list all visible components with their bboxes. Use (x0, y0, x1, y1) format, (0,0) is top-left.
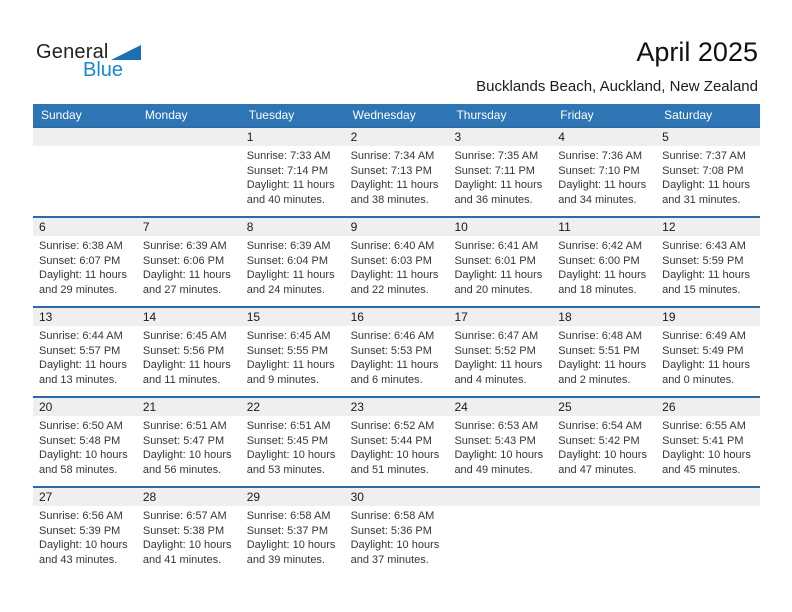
day-cell-23 (345, 398, 449, 486)
day-number: 6 (33, 218, 137, 236)
day-number: 1 (241, 128, 345, 146)
daylight-line-1: Daylight: 10 hours (662, 449, 751, 461)
daylight-line-1: Daylight: 11 hours (39, 269, 127, 281)
sunset-line: Sunset: 5:47 PM (142, 434, 225, 447)
day-cell-5 (656, 128, 760, 216)
day-info (33, 506, 137, 567)
sunrise-line: Sunrise: 6:39 AM (142, 240, 227, 252)
daylight-line-1: Daylight: 11 hours (39, 359, 127, 371)
day-info (137, 236, 241, 297)
day-number: 19 (656, 308, 760, 326)
day-cell-11 (552, 218, 656, 306)
daylight-line-2: and 37 minutes. (350, 553, 429, 566)
day-info (552, 326, 656, 387)
daylight-line-1: Daylight: 11 hours (454, 179, 543, 191)
day-info (33, 416, 137, 477)
day-cell-8 (241, 218, 345, 306)
daylight-line-1: Daylight: 11 hours (246, 179, 335, 191)
daylight-line-2: and 51 minutes. (350, 463, 429, 476)
day-info (345, 506, 449, 567)
daylight-line-1: Daylight: 10 hours (142, 539, 232, 551)
sunrise-line: Sunrise: 7:33 AM (246, 150, 331, 162)
day-cell-27 (33, 488, 137, 576)
week-row (33, 486, 760, 576)
day-info (448, 326, 552, 387)
day-cell-29 (241, 488, 345, 576)
sunrise-line: Sunrise: 6:43 AM (662, 240, 746, 252)
sunset-line: Sunset: 6:07 PM (39, 254, 121, 267)
sunset-line: Sunset: 5:42 PM (558, 434, 640, 447)
day-cell-24 (448, 398, 552, 486)
day-cell-7 (137, 218, 241, 306)
sunset-line: Sunset: 5:57 PM (39, 344, 121, 357)
sunset-line: Sunset: 5:55 PM (246, 344, 329, 357)
sunset-line: Sunset: 6:04 PM (246, 254, 329, 267)
daylight-line-1: Daylight: 10 hours (246, 539, 336, 551)
day-info (241, 236, 345, 297)
day-cell-empty (552, 488, 656, 576)
daylight-line-2: and 13 minutes. (39, 373, 118, 386)
day-info (656, 326, 760, 387)
day-number (33, 128, 137, 146)
day-info (345, 146, 449, 207)
daylight-line-1: Daylight: 11 hours (662, 269, 751, 281)
sunrise-line: Sunrise: 6:44 AM (39, 330, 123, 342)
day-cell-1 (241, 128, 345, 216)
day-number: 11 (552, 218, 656, 236)
day-number: 3 (448, 128, 552, 146)
sunrise-line: Sunrise: 6:46 AM (350, 330, 435, 342)
sunset-line: Sunset: 5:51 PM (558, 344, 640, 357)
day-cell-empty (137, 128, 241, 216)
sunset-line: Sunset: 6:06 PM (142, 254, 225, 267)
day-number: 20 (33, 398, 137, 416)
sunset-line: Sunset: 5:36 PM (350, 524, 432, 537)
day-cell-9 (345, 218, 449, 306)
sunrise-line: Sunrise: 6:53 AM (454, 420, 539, 432)
day-cell-14 (137, 308, 241, 396)
day-cell-22 (241, 398, 345, 486)
day-cell-15 (241, 308, 345, 396)
sunrise-line: Sunrise: 6:48 AM (558, 330, 643, 342)
day-number: 4 (552, 128, 656, 146)
daylight-line-2: and 31 minutes. (662, 193, 741, 206)
sunrise-line: Sunrise: 6:38 AM (39, 240, 123, 252)
daylight-line-2: and 36 minutes. (454, 193, 533, 206)
daylight-line-2: and 45 minutes. (662, 463, 741, 476)
sunrise-line: Sunrise: 6:51 AM (142, 420, 227, 432)
day-number (656, 488, 760, 506)
calendar-weeks (33, 126, 760, 576)
day-number: 21 (137, 398, 241, 416)
daylight-line-1: Daylight: 11 hours (350, 269, 439, 281)
day-cell-18 (552, 308, 656, 396)
day-cell-empty (448, 488, 552, 576)
sunset-line: Sunset: 5:39 PM (39, 524, 121, 537)
daylight-line-1: Daylight: 10 hours (350, 539, 440, 551)
day-number: 14 (137, 308, 241, 326)
day-number: 18 (552, 308, 656, 326)
sunset-line: Sunset: 5:41 PM (662, 434, 744, 447)
day-cell-25 (552, 398, 656, 486)
sunrise-line: Sunrise: 7:34 AM (350, 150, 435, 162)
day-number: 13 (33, 308, 137, 326)
day-number: 9 (345, 218, 449, 236)
sunrise-line: Sunrise: 7:37 AM (662, 150, 746, 162)
logo-text-general: General (36, 41, 109, 63)
day-info (448, 146, 552, 207)
sunrise-line: Sunrise: 6:50 AM (39, 420, 123, 432)
week-row (33, 216, 760, 306)
logo (36, 42, 141, 80)
sunrise-line: Sunrise: 6:45 AM (246, 330, 331, 342)
daylight-line-1: Daylight: 11 hours (454, 269, 543, 281)
sunset-line: Sunset: 7:14 PM (246, 164, 329, 177)
day-number: 28 (137, 488, 241, 506)
daylight-line-1: Daylight: 11 hours (246, 359, 335, 371)
daylight-line-1: Daylight: 10 hours (246, 449, 336, 461)
day-cell-26 (656, 398, 760, 486)
daylight-line-1: Daylight: 10 hours (39, 539, 128, 551)
day-cell-17 (448, 308, 552, 396)
daylight-line-2: and 39 minutes. (246, 553, 325, 566)
day-info (448, 236, 552, 297)
day-number: 12 (656, 218, 760, 236)
sunrise-line: Sunrise: 6:39 AM (246, 240, 331, 252)
day-info (345, 326, 449, 387)
day-number: 22 (241, 398, 345, 416)
day-number: 23 (345, 398, 449, 416)
sunset-line: Sunset: 7:08 PM (662, 164, 744, 177)
day-number (137, 128, 241, 146)
day-cell-20 (33, 398, 137, 486)
daylight-line-1: Daylight: 10 hours (142, 449, 232, 461)
day-number (448, 488, 552, 506)
daylight-line-2: and 47 minutes. (558, 463, 637, 476)
day-info (345, 416, 449, 477)
day-info (241, 326, 345, 387)
daylight-line-1: Daylight: 11 hours (142, 359, 231, 371)
weekday-header-saturday: Saturday (664, 108, 713, 122)
day-cell-19 (656, 308, 760, 396)
day-cell-3 (448, 128, 552, 216)
daylight-line-2: and 4 minutes. (454, 373, 527, 386)
sunset-line: Sunset: 5:37 PM (246, 524, 329, 537)
day-number: 15 (241, 308, 345, 326)
day-cell-16 (345, 308, 449, 396)
day-cell-10 (448, 218, 552, 306)
sunset-line: Sunset: 5:44 PM (350, 434, 432, 447)
day-number: 29 (241, 488, 345, 506)
sunset-line: Sunset: 5:38 PM (142, 524, 225, 537)
daylight-line-2: and 2 minutes. (558, 373, 631, 386)
daylight-line-1: Daylight: 11 hours (142, 269, 231, 281)
daylight-line-1: Daylight: 11 hours (558, 269, 647, 281)
page-subtitle: Bucklands Beach, Auckland, New Zealand (476, 78, 758, 95)
daylight-line-2: and 24 minutes. (246, 283, 325, 296)
sunrise-line: Sunrise: 6:58 AM (350, 510, 435, 522)
weekday-header-row (33, 104, 760, 126)
day-number: 5 (656, 128, 760, 146)
day-info (552, 236, 656, 297)
weekday-header-tuesday: Tuesday (248, 108, 295, 122)
day-info (137, 506, 241, 567)
daylight-line-1: Daylight: 11 hours (662, 359, 751, 371)
sunset-line: Sunset: 7:10 PM (558, 164, 640, 177)
sunrise-line: Sunrise: 6:42 AM (558, 240, 643, 252)
daylight-line-1: Daylight: 11 hours (350, 359, 439, 371)
day-cell-12 (656, 218, 760, 306)
sunset-line: Sunset: 5:53 PM (350, 344, 432, 357)
sunrise-line: Sunrise: 7:36 AM (558, 150, 643, 162)
day-cell-21 (137, 398, 241, 486)
day-number: 8 (241, 218, 345, 236)
sunrise-line: Sunrise: 6:55 AM (662, 420, 746, 432)
daylight-line-2: and 38 minutes. (350, 193, 429, 206)
sunset-line: Sunset: 7:13 PM (350, 164, 432, 177)
sunrise-line: Sunrise: 6:49 AM (662, 330, 746, 342)
day-number (552, 488, 656, 506)
day-info (656, 236, 760, 297)
sunrise-line: Sunrise: 6:40 AM (350, 240, 435, 252)
daylight-line-2: and 0 minutes. (662, 373, 735, 386)
daylight-line-2: and 58 minutes. (39, 463, 118, 476)
daylight-line-2: and 9 minutes. (246, 373, 319, 386)
daylight-line-1: Daylight: 11 hours (454, 359, 543, 371)
day-info (33, 236, 137, 297)
sunrise-line: Sunrise: 6:57 AM (142, 510, 227, 522)
day-info (345, 236, 449, 297)
daylight-line-2: and 43 minutes. (39, 553, 118, 566)
logo-triangle-icon (111, 45, 141, 60)
day-info (137, 416, 241, 477)
sunset-line: Sunset: 5:43 PM (454, 434, 536, 447)
day-info (552, 416, 656, 477)
logo-text-blue: Blue (83, 59, 124, 81)
page-title: April 2025 (636, 37, 758, 67)
daylight-line-2: and 27 minutes. (142, 283, 222, 296)
day-number: 25 (552, 398, 656, 416)
weekday-header-sunday: Sunday (41, 108, 82, 122)
daylight-line-1: Daylight: 10 hours (454, 449, 544, 461)
daylight-line-1: Daylight: 10 hours (558, 449, 647, 461)
day-cell-28 (137, 488, 241, 576)
sunset-line: Sunset: 6:01 PM (454, 254, 536, 267)
weekday-header-thursday: Thursday (456, 108, 507, 122)
daylight-line-2: and 6 minutes. (350, 373, 423, 386)
weekday-header-wednesday: Wednesday (352, 108, 416, 122)
sunrise-line: Sunrise: 6:52 AM (350, 420, 435, 432)
day-number: 2 (345, 128, 449, 146)
weekday-header-monday: Monday (144, 108, 188, 122)
daylight-line-1: Daylight: 10 hours (39, 449, 128, 461)
daylight-line-2: and 18 minutes. (558, 283, 637, 296)
daylight-line-1: Daylight: 11 hours (350, 179, 439, 191)
sunset-line: Sunset: 5:45 PM (246, 434, 329, 447)
sunrise-line: Sunrise: 7:35 AM (454, 150, 539, 162)
day-info (656, 146, 760, 207)
day-number: 26 (656, 398, 760, 416)
sunset-line: Sunset: 5:59 PM (662, 254, 744, 267)
daylight-line-1: Daylight: 11 hours (662, 179, 751, 191)
day-cell-empty (656, 488, 760, 576)
day-number: 30 (345, 488, 449, 506)
daylight-line-2: and 56 minutes. (142, 463, 222, 476)
day-info (33, 326, 137, 387)
sunrise-line: Sunrise: 6:47 AM (454, 330, 539, 342)
calendar (33, 104, 760, 576)
daylight-line-2: and 11 minutes. (142, 373, 221, 386)
daylight-line-2: and 22 minutes. (350, 283, 429, 296)
day-cell-2 (345, 128, 449, 216)
day-cell-30 (345, 488, 449, 576)
sunset-line: Sunset: 5:56 PM (142, 344, 225, 357)
day-number: 7 (137, 218, 241, 236)
day-number: 17 (448, 308, 552, 326)
day-info (241, 506, 345, 567)
sunset-line: Sunset: 5:49 PM (662, 344, 744, 357)
sunrise-line: Sunrise: 6:41 AM (454, 240, 539, 252)
day-number: 10 (448, 218, 552, 236)
day-cell-empty (33, 128, 137, 216)
day-info (137, 326, 241, 387)
day-number: 24 (448, 398, 552, 416)
daylight-line-2: and 53 minutes. (246, 463, 325, 476)
sunset-line: Sunset: 5:48 PM (39, 434, 121, 447)
daylight-line-2: and 20 minutes. (454, 283, 533, 296)
day-info (552, 146, 656, 207)
sunrise-line: Sunrise: 6:58 AM (246, 510, 331, 522)
day-info (656, 416, 760, 477)
day-number: 27 (33, 488, 137, 506)
day-info (241, 416, 345, 477)
sunrise-line: Sunrise: 6:45 AM (142, 330, 227, 342)
sunset-line: Sunset: 6:00 PM (558, 254, 640, 267)
sunset-line: Sunset: 7:11 PM (454, 164, 535, 177)
day-cell-13 (33, 308, 137, 396)
sunrise-line: Sunrise: 6:54 AM (558, 420, 643, 432)
day-cell-6 (33, 218, 137, 306)
day-cell-4 (552, 128, 656, 216)
daylight-line-2: and 15 minutes. (662, 283, 741, 296)
week-row (33, 126, 760, 216)
weekday-header-friday: Friday (560, 108, 594, 122)
daylight-line-2: and 40 minutes. (246, 193, 325, 206)
week-row (33, 396, 760, 486)
daylight-line-2: and 41 minutes. (142, 553, 222, 566)
daylight-line-1: Daylight: 11 hours (558, 359, 647, 371)
daylight-line-1: Daylight: 10 hours (350, 449, 440, 461)
daylight-line-2: and 34 minutes. (558, 193, 637, 206)
daylight-line-1: Daylight: 11 hours (246, 269, 335, 281)
daylight-line-1: Daylight: 11 hours (558, 179, 647, 191)
sunrise-line: Sunrise: 6:51 AM (246, 420, 331, 432)
day-info (241, 146, 345, 207)
sunset-line: Sunset: 6:03 PM (350, 254, 432, 267)
day-info (448, 416, 552, 477)
daylight-line-2: and 49 minutes. (454, 463, 533, 476)
day-number: 16 (345, 308, 449, 326)
week-row (33, 306, 760, 396)
sunrise-line: Sunrise: 6:56 AM (39, 510, 123, 522)
daylight-line-2: and 29 minutes. (39, 283, 118, 296)
sunset-line: Sunset: 5:52 PM (454, 344, 536, 357)
